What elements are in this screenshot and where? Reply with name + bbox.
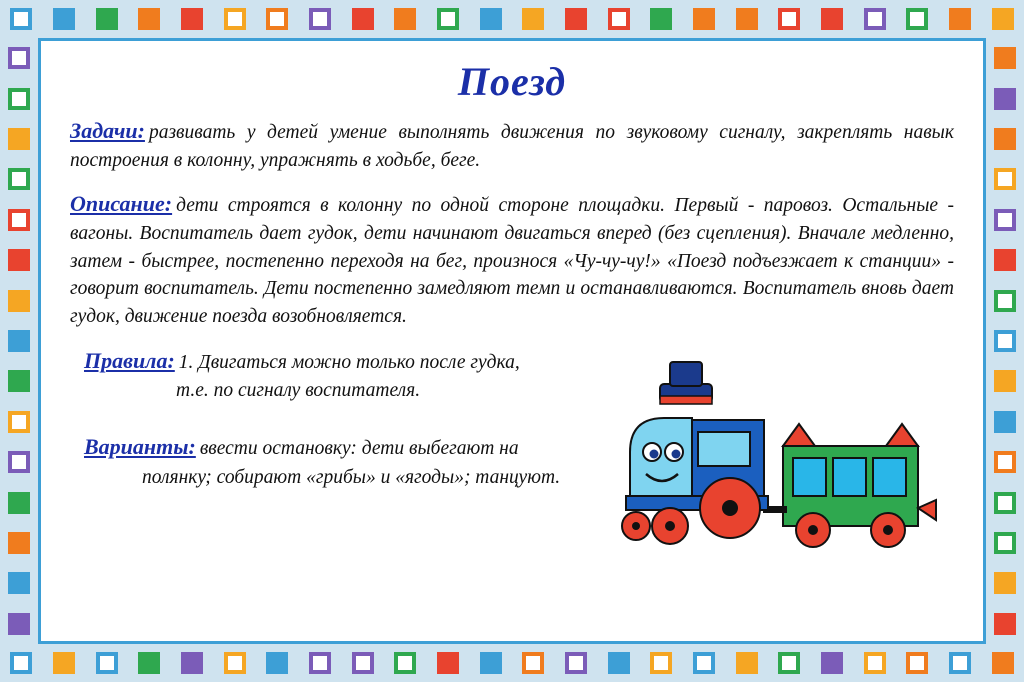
border-square <box>8 330 30 352</box>
border-square <box>8 209 30 231</box>
border-square <box>994 572 1016 594</box>
border-square <box>8 47 30 69</box>
border-square <box>8 492 30 514</box>
border-square <box>8 168 30 190</box>
border-square <box>778 8 800 30</box>
section-tasks-label: Задачи: <box>70 118 145 143</box>
border-square <box>8 249 30 271</box>
border-square <box>437 8 459 30</box>
wagon-group <box>763 424 936 547</box>
border-square <box>522 652 544 674</box>
border-band-left <box>0 38 38 644</box>
border-square <box>949 652 971 674</box>
border-square <box>437 652 459 674</box>
border-square <box>138 8 160 30</box>
border-square <box>8 370 30 392</box>
train-illustration <box>578 348 938 568</box>
border-square <box>266 652 288 674</box>
border-square <box>224 652 246 674</box>
border-square <box>8 128 30 150</box>
border-square <box>480 8 502 30</box>
border-square <box>650 652 672 674</box>
border-square <box>8 532 30 554</box>
border-square <box>994 88 1016 110</box>
border-square <box>309 8 331 30</box>
border-square <box>8 613 30 635</box>
section-description <box>70 188 954 330</box>
border-square <box>693 652 715 674</box>
border-square <box>266 8 288 30</box>
border-band-top <box>0 0 1024 38</box>
border-square <box>994 532 1016 554</box>
border-square <box>309 652 331 674</box>
border-square <box>992 8 1014 30</box>
border-square <box>565 8 587 30</box>
border-square <box>693 8 715 30</box>
section-rules-label: Правила: <box>84 347 175 373</box>
border-square <box>480 652 502 674</box>
section-description-label: Описание: <box>70 191 173 217</box>
border-square <box>736 8 758 30</box>
border-square <box>994 370 1016 392</box>
border-square <box>522 8 544 30</box>
section-description-text: дети строятся в колонну по одной стороне площадки. Первый - паровоз. Остальные - вагоны. Воспитатель дает гудок, дети начинают двигаться вперед (без сцепления). Вначале медленно, затем - быстрее, постепенно переходя на бег, произнося «Чу-чу-чу!» «Поезд подъезжает к станции» - говорит воспитатель. Дети постепенно замедляют темп и останавливаются. Воспитатель вновь дает гудок, движение поезда возобновляется. <box>70 195 954 328</box>
border-band-right <box>986 38 1024 644</box>
section-variants-label: Варианты: <box>84 434 196 460</box>
border-square <box>53 652 75 674</box>
border-square <box>608 652 630 674</box>
border-square <box>8 451 30 473</box>
border-square <box>994 451 1016 473</box>
border-square <box>394 8 416 30</box>
border-square <box>949 8 971 30</box>
section-tasks <box>70 115 954 174</box>
border-square <box>864 652 886 674</box>
border-square <box>778 652 800 674</box>
border-band-bottom <box>0 644 1024 682</box>
border-square <box>10 8 32 30</box>
locomotive-group <box>622 362 768 544</box>
section-tasks-text: развивать у детей умение выполнять движения по звуковому сигналу, закреплять навык построения в колонну, упражнять в ходьбе, беге. <box>70 122 954 171</box>
border-square <box>994 249 1016 271</box>
border-square <box>8 411 30 433</box>
border-square <box>352 652 374 674</box>
border-square <box>181 652 203 674</box>
border-square <box>224 8 246 30</box>
border-square <box>906 8 928 30</box>
border-square <box>10 652 32 674</box>
border-square <box>994 47 1016 69</box>
border-square <box>736 652 758 674</box>
border-square <box>8 88 30 110</box>
border-square <box>352 8 374 30</box>
section-variants-line2: полянку; собирают «грибы» и «ягоды»; танцуют. <box>142 466 561 488</box>
border-square <box>608 8 630 30</box>
border-square <box>138 652 160 674</box>
border-square <box>994 330 1016 352</box>
border-square <box>53 8 75 30</box>
section-variants-line1: ввести остановку: дети выбегают на <box>199 438 519 460</box>
border-square <box>994 492 1016 514</box>
border-square <box>992 652 1014 674</box>
page-title: Поезд <box>457 59 567 104</box>
border-square <box>394 652 416 674</box>
border-square <box>650 8 672 30</box>
border-square <box>994 209 1016 231</box>
border-square <box>821 652 843 674</box>
border-square <box>96 8 118 30</box>
border-square <box>994 128 1016 150</box>
border-square <box>821 8 843 30</box>
border-square <box>994 168 1016 190</box>
border-square <box>8 290 30 312</box>
border-square <box>565 652 587 674</box>
section-rules-line1: 1. Двигаться можно только после гудка, <box>178 351 520 373</box>
border-square <box>994 411 1016 433</box>
border-square <box>906 652 928 674</box>
border-square <box>181 8 203 30</box>
border-square <box>994 290 1016 312</box>
section-rules-line2: т.е. по сигналу воспитателя. <box>176 380 421 402</box>
border-square <box>994 613 1016 635</box>
border-square <box>8 572 30 594</box>
border-square <box>864 8 886 30</box>
border-square <box>96 652 118 674</box>
